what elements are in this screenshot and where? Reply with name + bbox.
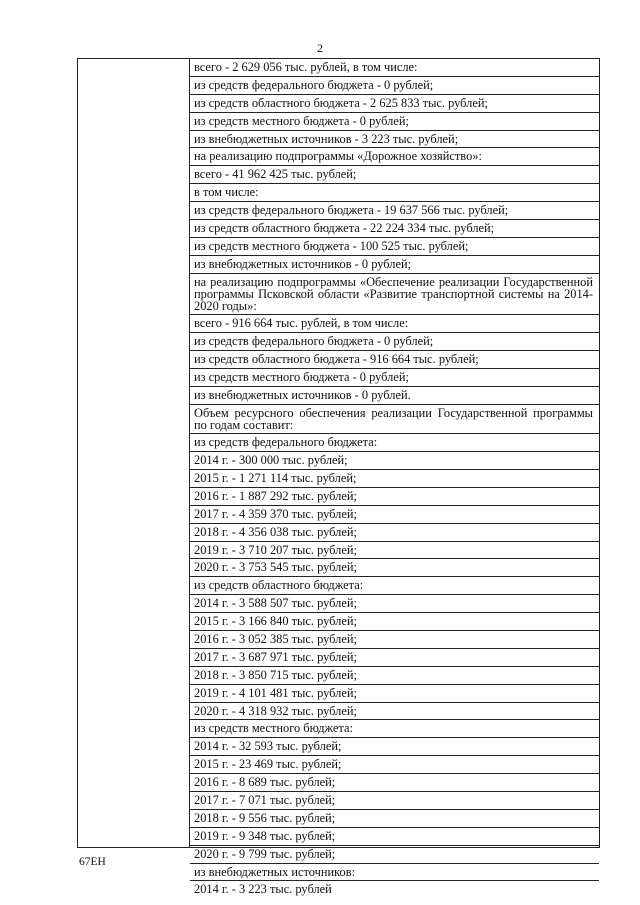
table-line: из внебюджетных источников - 0 рублей;	[190, 256, 599, 274]
table-line: на реализацию подпрограммы «Дорожное хозяйство»:	[190, 148, 599, 166]
table-line: всего - 916 664 тыс. рублей, в том числе:	[190, 315, 599, 333]
table-line: 2014 г. - 300 000 тыс. рублей;	[190, 452, 599, 470]
table-line: всего - 41 962 425 тыс. рублей;	[190, 166, 599, 184]
table-line: 2018 г. - 4 356 038 тыс. рублей;	[190, 524, 599, 542]
table-line: 2016 г. - 1 887 292 тыс. рублей;	[190, 488, 599, 506]
table-line: 2020 г. - 4 318 932 тыс. рублей;	[190, 703, 599, 721]
table-left-column	[78, 59, 190, 847]
table-line: 2018 г. - 9 556 тыс. рублей;	[190, 810, 599, 828]
page-number: 2	[317, 41, 323, 55]
table-line: на реализацию подпрограммы «Обеспечение реализации Государственной программы Псковской области «Развитие транспортной системы на 2014-2020 годы»:	[190, 274, 599, 316]
table-line: из внебюджетных источников:	[190, 864, 599, 882]
table-line: 2020 г. - 9 799 тыс. рублей;	[190, 846, 599, 864]
table-line: 2015 г. - 3 166 840 тыс. рублей;	[190, 613, 599, 631]
table-line: Объем ресурсного обеспечения реализации Государственной программы по годам составит:	[190, 405, 599, 434]
table-line: 2017 г. - 3 687 971 тыс. рублей;	[190, 649, 599, 667]
table-line: из средств федерального бюджета - 0 рублей;	[190, 333, 599, 351]
table-line: всего - 2 629 056 тыс. рублей, в том числе:	[190, 59, 599, 77]
table-line: 2020 г. - 3 753 545 тыс. рублей;	[190, 559, 599, 577]
table-line: из средств местного бюджета - 100 525 тыс. рублей;	[190, 238, 599, 256]
table-line: из средств федерального бюджета - 0 рублей;	[190, 77, 599, 95]
table-line: из внебюджетных источников - 3 223 тыс. рублей;	[190, 131, 599, 149]
table-line: из средств областного бюджета:	[190, 577, 599, 595]
table-line: из средств местного бюджета - 0 рублей;	[190, 113, 599, 131]
table-line: из средств областного бюджета - 22 224 334 тыс. рублей;	[190, 220, 599, 238]
table-line: 2019 г. - 9 348 тыс. рублей;	[190, 828, 599, 846]
table-line: 2019 г. - 4 101 481 тыс. рублей;	[190, 685, 599, 703]
table-line: 2017 г. - 4 359 370 тыс. рублей;	[190, 506, 599, 524]
table-line: 2014 г. - 3 588 507 тыс. рублей;	[190, 595, 599, 613]
table-line: из внебюджетных источников - 0 рублей.	[190, 387, 599, 405]
table-line: 2016 г. - 3 052 385 тыс. рублей;	[190, 631, 599, 649]
table-line: в том числе:	[190, 184, 599, 202]
table-line: 2015 г. - 1 271 114 тыс. рублей;	[190, 470, 599, 488]
table-line: 2019 г. - 3 710 207 тыс. рублей;	[190, 542, 599, 560]
table-line: из средств федерального бюджета:	[190, 434, 599, 452]
table-line: 2015 г. - 23 469 тыс. рублей;	[190, 756, 599, 774]
table-line: из средств местного бюджета:	[190, 720, 599, 738]
table-line: 2016 г. - 8 689 тыс. рублей;	[190, 774, 599, 792]
table-right-column	[190, 59, 599, 897]
table-line: из средств областного бюджета - 2 625 833 тыс. рублей;	[190, 95, 599, 113]
table-line: 2018 г. - 3 850 715 тыс. рублей;	[190, 667, 599, 685]
footer-code: 67ЕН	[79, 856, 106, 868]
table-line: 2014 г. - 32 593 тыс. рублей;	[190, 738, 599, 756]
table-line: 2014 г. - 3 223 тыс. рублей	[194, 882, 332, 897]
table-line: 2017 г. - 7 071 тыс. рублей;	[190, 792, 599, 810]
table-line: из средств местного бюджета - 0 рублей;	[190, 369, 599, 387]
table-line: из средств федерального бюджета - 19 637 566 тыс. рублей;	[190, 202, 599, 220]
table-line: из средств областного бюджета - 916 664 тыс. рублей;	[190, 351, 599, 369]
